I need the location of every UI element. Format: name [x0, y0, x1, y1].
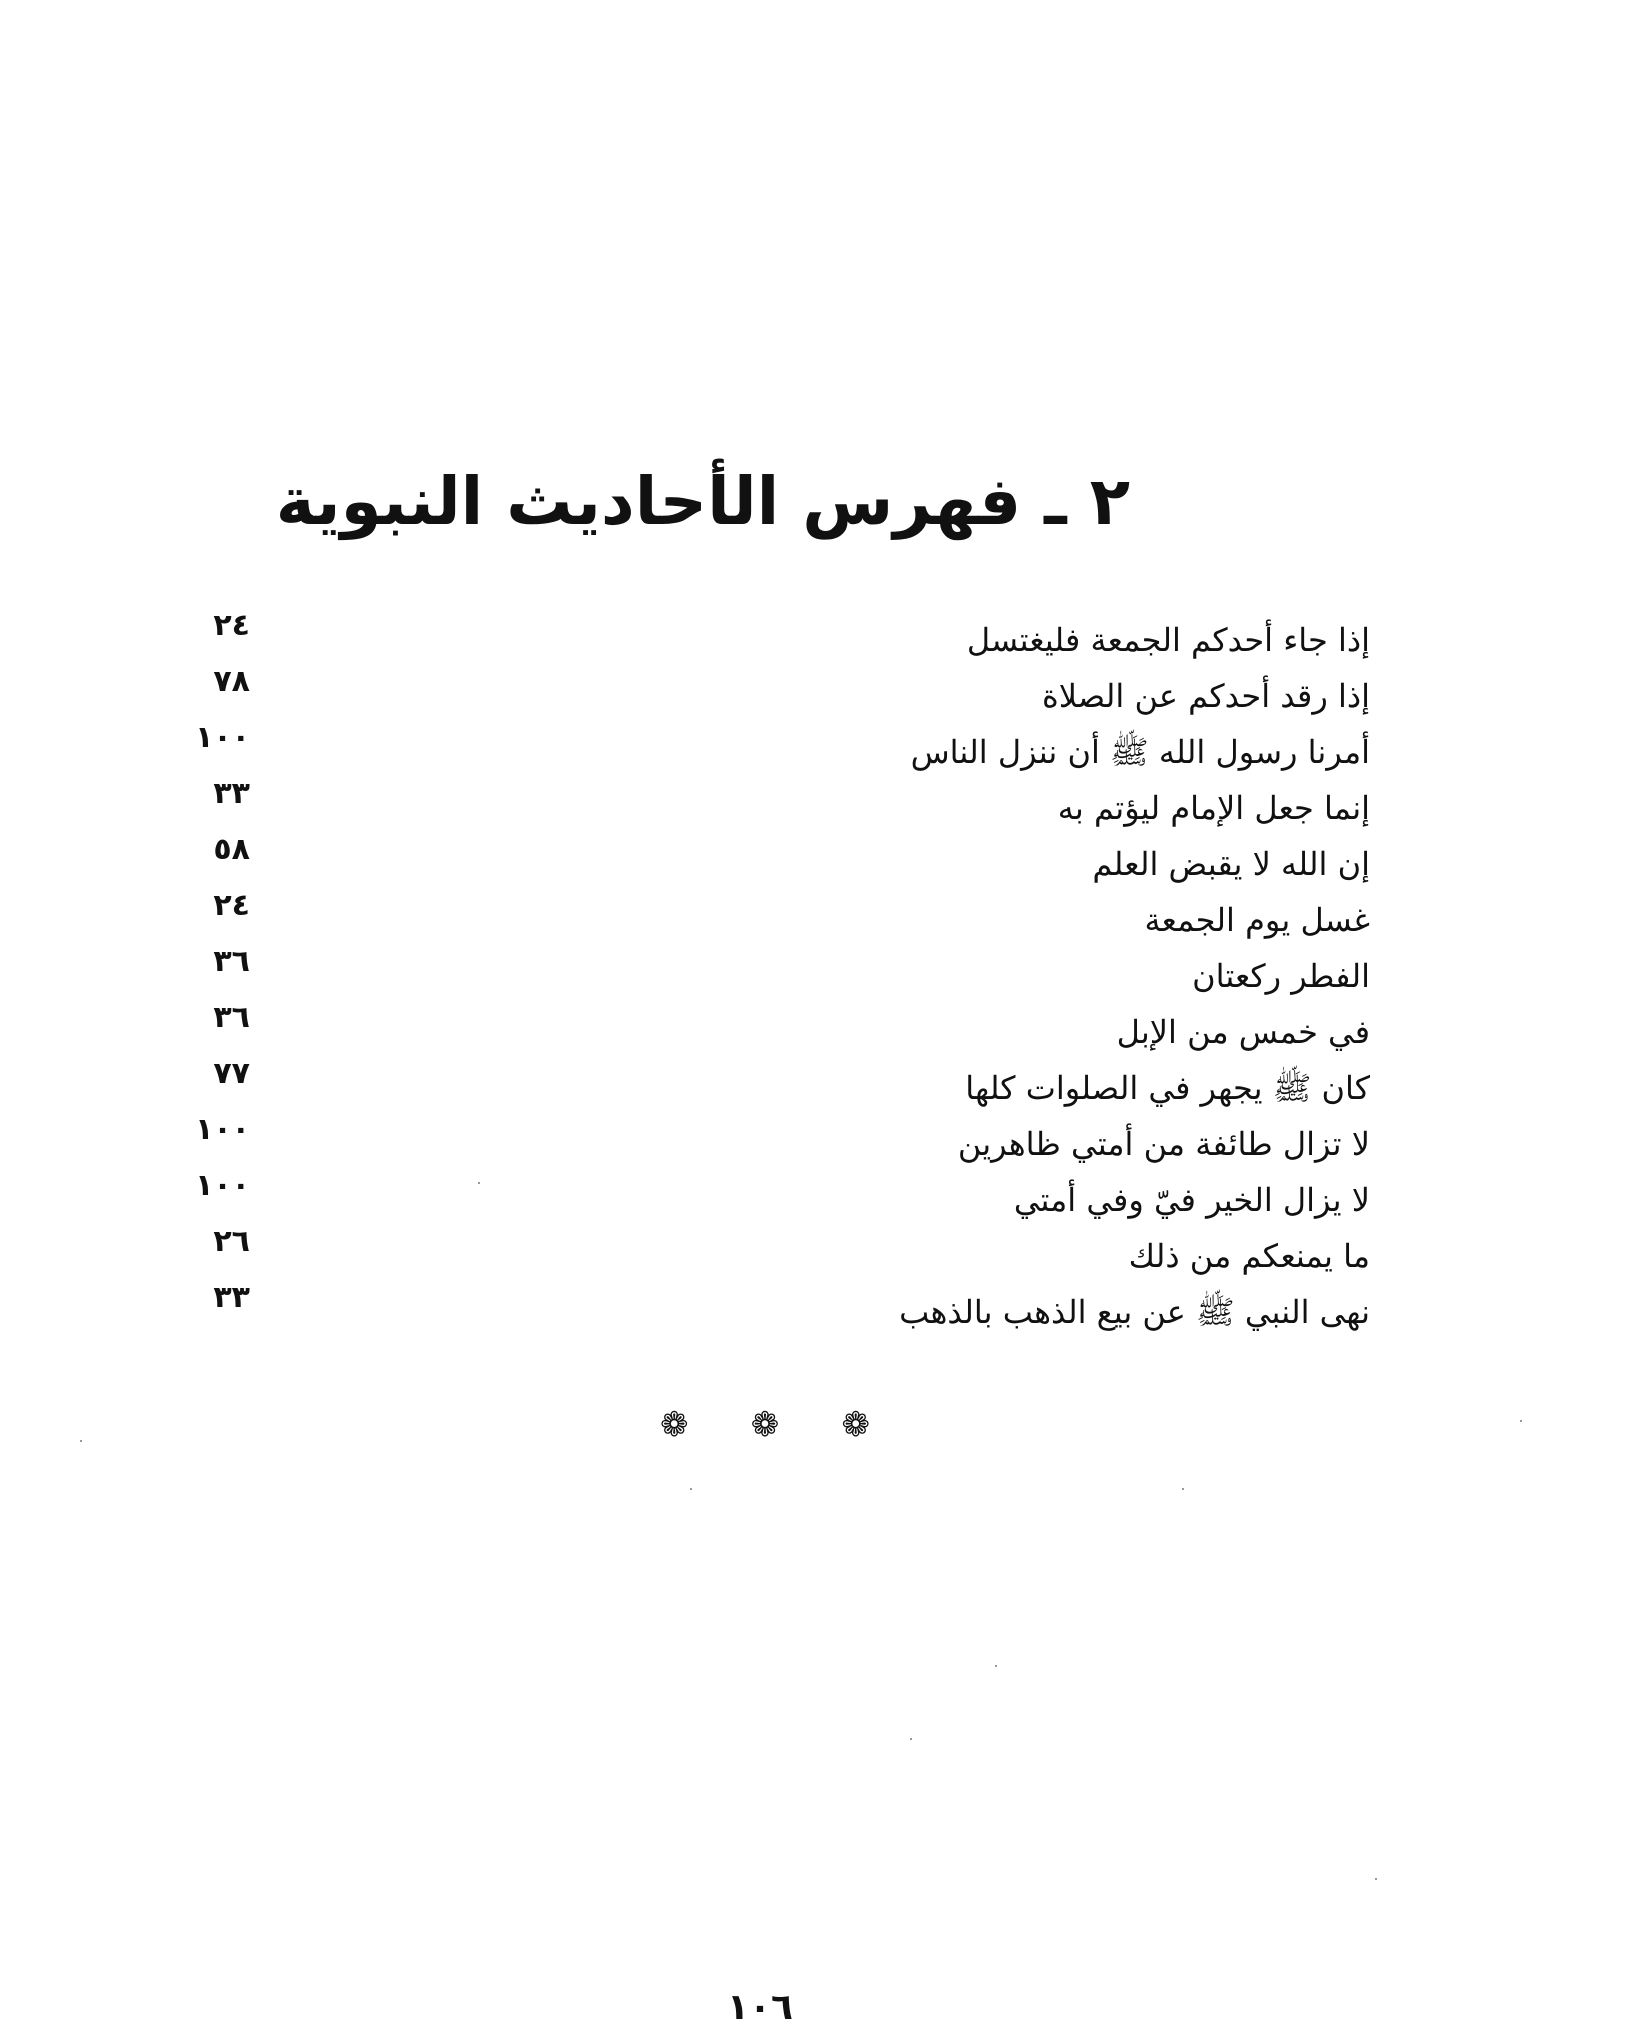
hadith-text: الفطر ركعتان — [1192, 957, 1370, 995]
hadith-text: نهى النبي ﷺ عن بيع الذهب بالذهب — [899, 1293, 1370, 1331]
scan-speck — [1375, 1878, 1377, 1880]
index-entry — [170, 832, 1370, 892]
hadith-text: إنما جعل الإمام ليؤتم به — [1057, 789, 1370, 827]
page-reference: ٣٣ — [213, 776, 250, 811]
page-reference: ٣٦ — [213, 1000, 250, 1035]
hadith-text: إن الله لا يقبض العلم — [1092, 845, 1370, 883]
page-reference: ٥٨ — [213, 832, 250, 867]
flower-ornament-icon: ❁ — [841, 1405, 870, 1445]
page-reference: ٧٧ — [213, 1056, 250, 1091]
index-entry — [170, 720, 1370, 780]
hadith-text: لا تزال طائفة من أمتي ظاهرين — [957, 1125, 1370, 1163]
index-entry — [170, 664, 1370, 724]
hadith-text: إذا رقد أحدكم عن الصلاة — [1042, 677, 1370, 715]
hadith-text: كان ﷺ يجهر في الصلوات كلها — [965, 1069, 1370, 1107]
page-reference: ٣٦ — [213, 944, 250, 979]
scan-speck — [478, 1182, 480, 1184]
page-reference: ١٠٠ — [195, 720, 250, 755]
page-reference: ٢٤ — [213, 888, 250, 923]
page-reference: ٢٦ — [213, 1224, 250, 1259]
index-title: ٢ ـ فهرس الأحاديث النبوية — [275, 463, 1130, 541]
flower-ornament-icon: ❁ — [660, 1405, 689, 1445]
index-entry — [170, 1000, 1370, 1060]
index-entry — [170, 888, 1370, 948]
page-number: ١٠٦ — [727, 1987, 793, 2028]
index-entry — [170, 1112, 1370, 1172]
page-reference: ١٠٠ — [195, 1112, 250, 1147]
scan-speck — [1520, 1420, 1522, 1422]
page-reference: ٣٣ — [213, 1280, 250, 1315]
hadith-text: غسل يوم الجمعة — [1144, 901, 1370, 939]
section-separator — [660, 1405, 870, 1445]
page-reference: ٢٤ — [213, 608, 250, 643]
scan-speck — [995, 1665, 997, 1667]
index-entry — [170, 776, 1370, 836]
flower-ornament-icon: ❁ — [750, 1405, 780, 1445]
index-entry — [170, 1168, 1370, 1228]
hadith-text: ما يمنعكم من ذلك — [1128, 1237, 1370, 1275]
index-entry — [170, 1224, 1370, 1284]
index-entry — [170, 608, 1370, 668]
page-reference: ٧٨ — [213, 664, 250, 699]
scan-speck — [910, 1738, 912, 1740]
hadith-text: في خمس من الإبل — [1116, 1013, 1370, 1051]
hadith-index-list — [170, 608, 1370, 1340]
scan-speck — [1182, 1488, 1184, 1490]
hadith-text: لا يزال الخير فيّ وفي أمتي — [1013, 1181, 1370, 1219]
scan-speck — [690, 1488, 692, 1490]
index-entry — [170, 1056, 1370, 1116]
hadith-text: إذا جاء أحدكم الجمعة فليغتسل — [966, 621, 1370, 659]
index-entry — [170, 1280, 1370, 1340]
hadith-text: أمرنا رسول الله ﷺ أن ننزل الناس — [910, 733, 1370, 771]
index-entry — [170, 944, 1370, 1004]
scan-speck — [80, 1440, 82, 1442]
page-reference: ١٠٠ — [195, 1168, 250, 1203]
